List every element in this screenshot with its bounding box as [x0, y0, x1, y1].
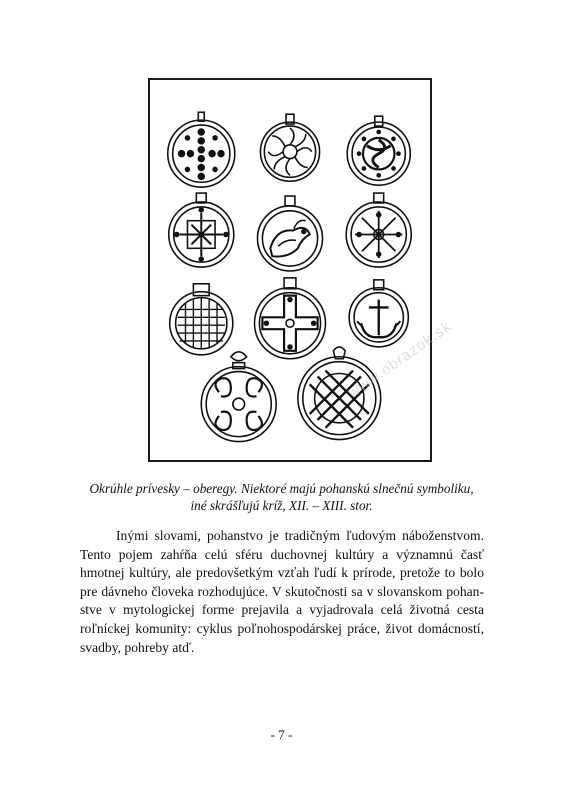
- paragraph-line: svadby, pohreby atď.: [80, 639, 195, 655]
- pendant-dotted-cross: [168, 112, 235, 187]
- pendant-lattice: [170, 284, 233, 355]
- caption-line-2: iné skrášľujú kríž, XII. – XIII. stor.: [190, 498, 373, 513]
- pendant-spiral-openwork: [201, 352, 276, 442]
- pendant-sun-whorl: [260, 114, 319, 181]
- paragraph-line: Tento pojem zahŕňa celú sféru duchovnej kultúry a významnú časť: [80, 546, 484, 562]
- pendant-cross-in-square: [169, 193, 234, 267]
- pendant-triskelion: [347, 116, 410, 185]
- caption-line-1: Okrúhle prívesky – oberegy. Niektoré majú pohanskú slnečnú symboliku,: [89, 481, 474, 496]
- paragraph-line: roľníckej komunity: cyklus poľnohospodárskej práce, život domácností,: [80, 620, 484, 636]
- paragraph-line: hmotnej kultúry, ale predovšetkým vzťah ľudí k prírode, pretože to bolo: [80, 565, 484, 581]
- pendant-openwork-cross: [255, 278, 326, 359]
- pendant-star-cross: [346, 193, 411, 267]
- page-number: - 7 -: [270, 727, 293, 742]
- paragraph-line: Inými slovami, pohanstvo je tradičným ľudovým náboženstvom.: [116, 528, 484, 543]
- watermark: www.obrazok.sk: [345, 317, 455, 402]
- paragraph-line: stve v mytologickej forme prejavila a vyjadrovala celá životná cesta: [80, 602, 484, 618]
- paragraph-line: pre dávneho človeka rozhodujúce. V skutočnosti sa v slovanskom pohan-: [80, 583, 484, 599]
- pendants-illustration: [148, 78, 432, 462]
- pendant-anchor-cross: [349, 280, 408, 347]
- figure-caption: [60, 480, 503, 514]
- pendant-knot-braid: [298, 347, 381, 440]
- body-paragraph: [80, 527, 484, 657]
- pendant-bird: [257, 196, 322, 271]
